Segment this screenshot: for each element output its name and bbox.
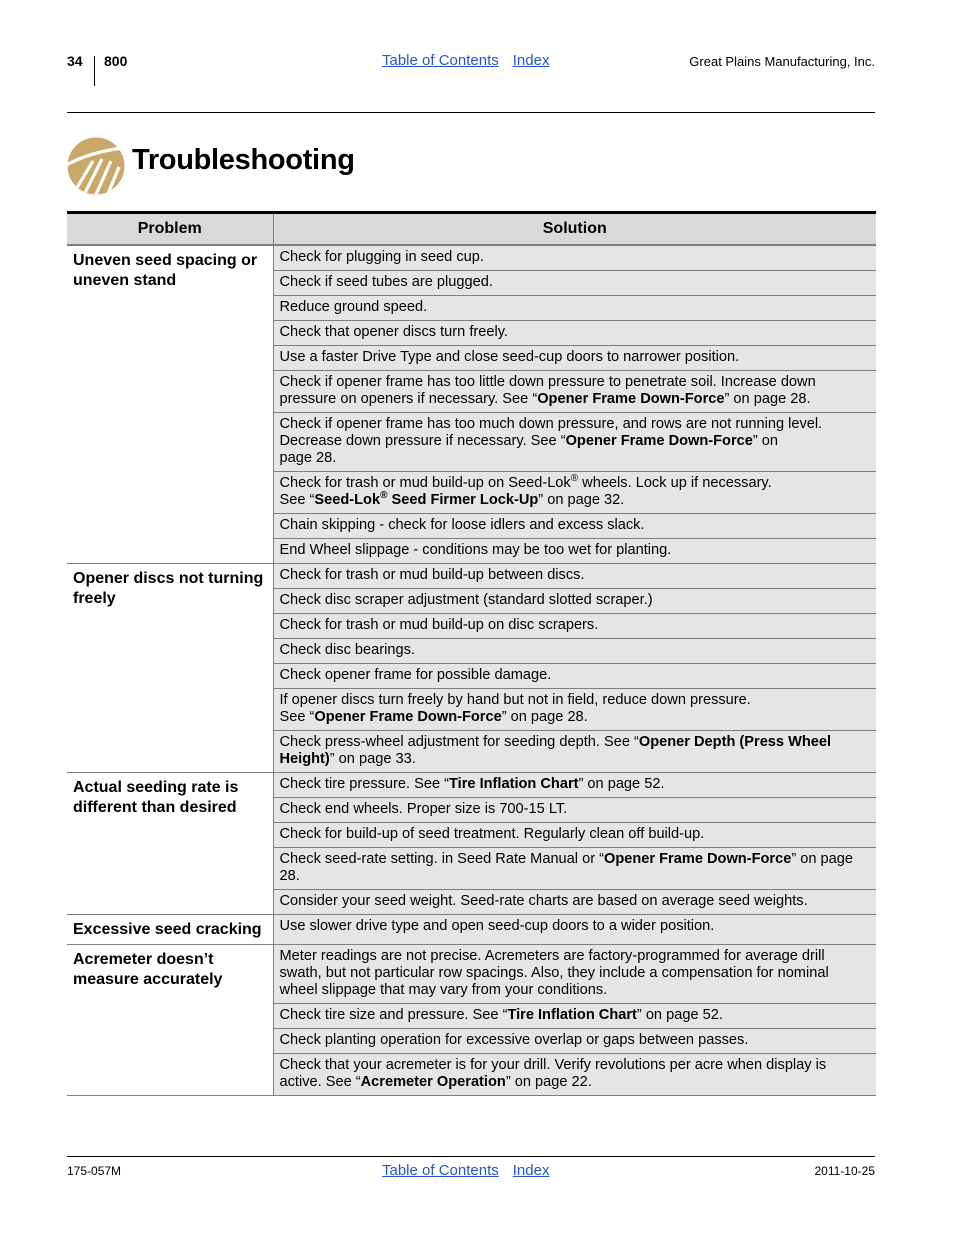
solution-reference: Opener Frame Down-Force [537,391,725,407]
solution-cell [273,472,876,514]
solution-text: ” on page 32. [538,492,625,508]
solution-cell [273,689,876,731]
header-toc-link[interactable]: Table of Contents [382,52,499,69]
solution-reference: Seed Firmer Lock-Up [387,492,539,508]
solution-text: Check opener frame for possible damage. [279,667,552,683]
solution-cell [273,848,876,890]
problem-cell: Acremeter doesn’t measure accurately [67,945,273,1096]
solution-cell [273,915,876,945]
solution-cell [273,564,876,589]
solution-text: Check if opener frame has too much down pressure, and rows are not running level. Decrease down pressure if necessary. See “ [279,416,823,449]
solution-reference: Acremeter Operation [360,1074,506,1090]
solution-reference: Opener Depth (Press Wheel Height) [279,734,832,767]
great-plains-logo-icon [67,137,125,195]
solution-cell [273,296,876,321]
header-index-link[interactable]: Index [512,52,550,69]
problem-cell: Opener discs not turning freely [67,564,273,773]
solution-text: End Wheel slippage - conditions may be too wet for planting. [279,542,672,558]
solution-text: Chain skipping - check for loose idlers and excess slack. [279,517,645,533]
solution-text: See “ [279,709,315,725]
solution-text: page 28. [279,450,337,466]
solution-cell [273,639,876,664]
solution-reference: Opener Frame Down-Force [314,709,502,725]
solution-cell [273,1004,876,1029]
solution-text: Check that your acremeter is for your drill. Verify revolutions per acre when display is active. See “ [279,1057,827,1090]
solution-text: Check for trash or mud build-up on Seed-Lok [279,475,571,491]
footer-nav [382,1162,549,1179]
solution-text: Check press-wheel adjustment for seeding depth. See “ [279,734,639,750]
table-row [67,245,876,271]
solution-text: ” on page 22. [505,1074,592,1090]
solution-reference: Opener Frame Down-Force [603,851,792,867]
solution-cell [273,245,876,271]
solution-cell [273,371,876,413]
solution-text: Check for build-up of seed treatment. Regularly clean off build-up. [279,826,705,842]
solution-cell [273,945,876,1004]
solution-cell [273,321,876,346]
table-row [67,945,876,1004]
solution-cell [273,1029,876,1054]
solution-cell [273,731,876,773]
footer-toc-link[interactable]: Table of Contents [382,1162,499,1179]
solution-text: Use a faster Drive Type and close seed-cup doors to narrower position. [279,349,740,365]
table-row [67,915,876,945]
solution-cell [273,413,876,472]
solution-text: ” on page 28. [724,391,811,407]
header-problem: Problem [67,213,273,246]
solution-text: If opener discs turn freely by hand but not in field, reduce down pressure. [279,692,751,708]
solution-text: Check for trash or mud build-up between discs. [279,567,585,583]
solution-text: Check disc scraper adjustment (standard slotted scraper.) [279,592,653,608]
model-number: 800 [104,53,128,69]
solution-reference: Tire Inflation Chart [507,1007,637,1023]
solution-text: Check tire size and pressure. See “ [279,1007,508,1023]
solution-text: Reduce ground speed. [279,299,428,315]
page-number: 34 [67,53,83,69]
table-row [67,564,876,589]
solution-cell [273,890,876,915]
solution-cell [273,514,876,539]
table-body [67,245,876,1096]
solution-text: Check if seed tubes are plugged. [279,274,493,290]
solution-cell [273,539,876,564]
page-title: Troubleshooting [132,144,355,176]
solution-text: ” on page 33. [329,751,416,767]
solution-cell [273,664,876,689]
solution-cell [273,271,876,296]
solution-text: Use slower drive type and open seed-cup doors to a wider position. [279,918,715,934]
header-solution: Solution [273,213,876,246]
solution-text: wheels. Lock up if necessary. [578,475,772,491]
solution-cell [273,346,876,371]
table-header-row [67,213,876,246]
solution-cell [273,773,876,798]
troubleshooting-table [67,211,876,1096]
solution-text: ” on page 28. [279,851,853,884]
solution-cell [273,1054,876,1096]
solution-cell [273,614,876,639]
header-rule [67,112,875,113]
header-nav [382,52,549,69]
solution-text: Check seed-rate setting. in Seed Rate Manual or “ [279,851,604,867]
solution-text: Meter readings are not precise. Acremeters are factory-programmed for average drill swath, but not particular row spacings. Also, they include a compensation for nominal wheel slippage that may vary from your conditions. [279,948,829,998]
footer-rule [67,1156,875,1157]
solution-text: See “ [279,492,315,508]
solution-reference: ® [380,490,388,502]
problem-cell: Uneven seed spacing or uneven stand [67,245,273,564]
solution-text: ” on page 52. [636,1007,723,1023]
solution-text: Check disc bearings. [279,642,415,658]
company-name: Great Plains Manufacturing, Inc. [689,54,875,69]
solution-text: Check tire pressure. See “ [279,776,450,792]
solution-text: Check for trash or mud build-up on disc scrapers. [279,617,599,633]
document-date: 2011-10-25 [814,1164,875,1178]
problem-cell: Actual seeding rate is different than desired [67,773,273,915]
solution-reference: Tire Inflation Chart [449,776,579,792]
solution-text: ” on page 52. [578,776,665,792]
solution-reference: Seed-Lok [314,492,381,508]
solution-text: ” on [752,433,779,449]
problem-cell: Excessive seed cracking [67,915,273,945]
solution-text: Check for plugging in seed cup. [279,249,484,265]
solution-text: ® [570,473,579,485]
table-row [67,773,876,798]
solution-cell [273,589,876,614]
solution-cell [273,798,876,823]
solution-text: Check planting operation for excessive overlap or gaps between passes. [279,1032,749,1048]
solution-text: ” on page 28. [501,709,588,725]
document-number: 175-057M [67,1164,122,1178]
solution-text: Check that opener discs turn freely. [279,324,508,340]
solution-cell [273,823,876,848]
solution-reference: Opener Frame Down-Force [565,433,753,449]
header-divider [94,56,95,86]
footer-index-link[interactable]: Index [512,1162,550,1179]
solution-text: Check end wheels. Proper size is 700-15 LT. [279,801,568,817]
solution-text: Consider your seed weight. Seed-rate charts are based on average seed weights. [279,893,808,909]
solution-text: Check if opener frame has too little down pressure to penetrate soil. Increase down pressure on openers if necessary. See “ [279,374,816,407]
